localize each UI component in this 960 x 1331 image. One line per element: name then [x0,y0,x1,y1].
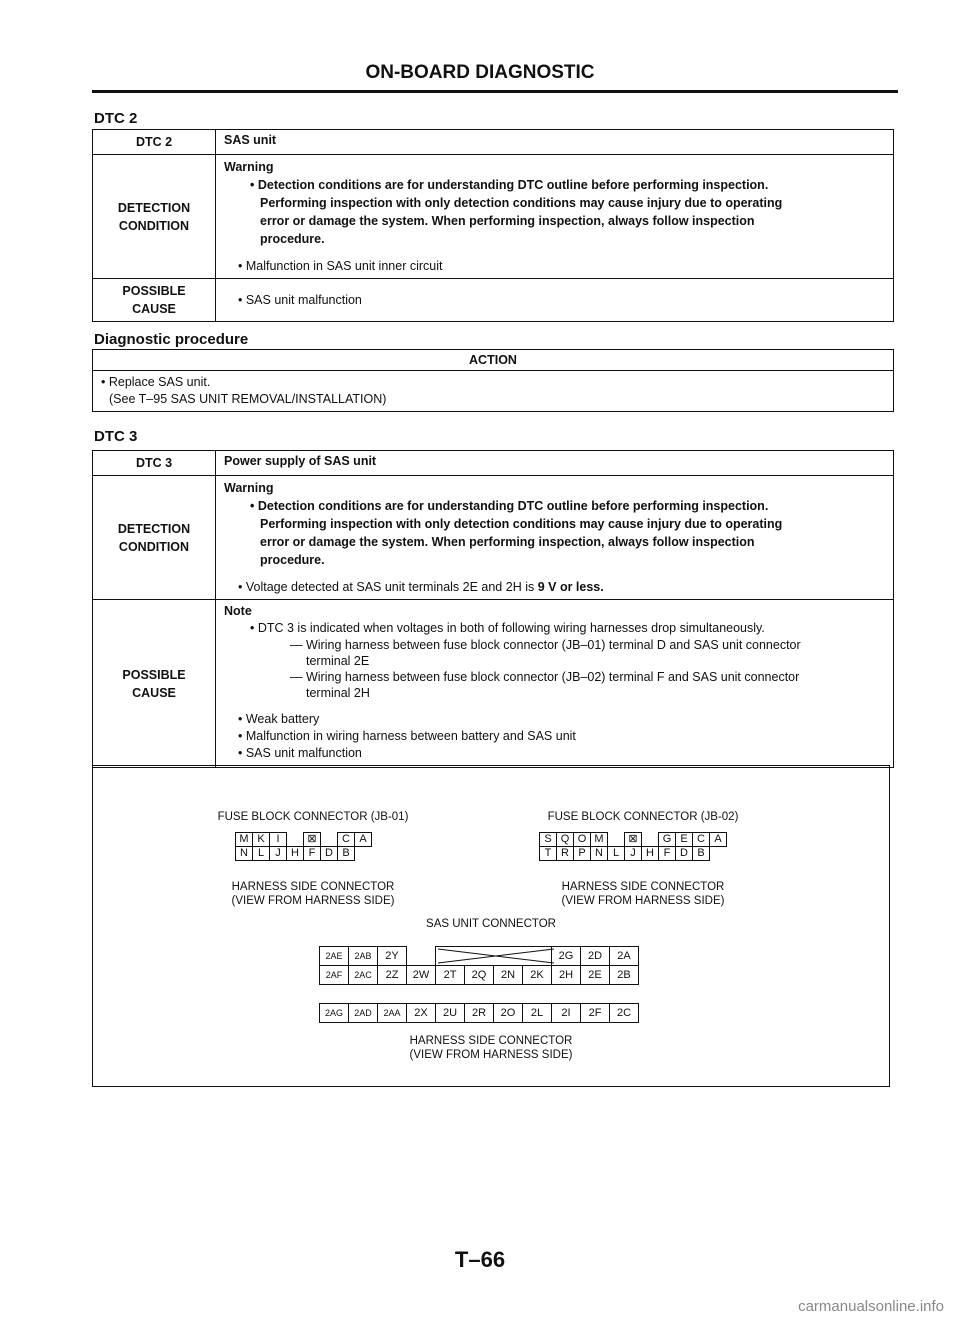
terminal: B [693,847,710,861]
dtc3-possible-cause [216,600,894,768]
note-sub: — Wiring harness between fuse block connector (JB–01) terminal D and SAS unit connector [290,638,801,652]
terminal: 2I [552,1004,581,1023]
terminal: 2AA [378,1004,407,1023]
terminal: R [557,847,574,861]
terminal: K [253,833,270,847]
terminal: 2A [610,947,639,966]
action-line: (See T–95 SAS UNIT REMOVAL/INSTALLATION) [109,392,387,406]
dtc3-detection-label [93,476,216,600]
terminal: 2AB [349,947,378,966]
terminal-gap [642,833,659,847]
sas-row-2 [320,966,639,985]
terminal: Q [557,833,574,847]
terminal: N [236,847,253,861]
terminal: A [355,833,372,847]
terminal: T [540,847,557,861]
warning-line: • Detection conditions are for understanding DTC outline before performing inspection. [250,499,769,513]
dtc2-code-name: SAS unit [216,130,894,155]
terminal: 2W [407,966,436,985]
cause-item: • Malfunction in wiring harness between battery and SAS unit [238,729,576,743]
cross-mark-icon [436,947,556,965]
possible-label-line: CAUSE [132,302,176,316]
dtc2-code-label: DTC 2 [93,130,216,155]
terminal: 2Z [378,966,407,985]
detection-label-line: DETECTION [117,200,191,215]
terminal: D [676,847,693,861]
jb02-title: FUSE BLOCK CONNECTOR (JB-02) [547,811,739,823]
detection-label-line: CONDITION [118,218,190,233]
detection-label-line: CONDITION [118,539,190,554]
dtc3-code-label: DTC 3 [93,451,216,476]
dtc2-possible-label [93,279,216,322]
terminal: F [304,847,321,861]
terminal: 2AC [349,966,378,985]
connector-figure [92,765,890,1087]
jb01-title: FUSE BLOCK CONNECTOR (JB-01) [217,811,409,823]
caption-line: HARNESS SIDE CONNECTOR [409,1035,573,1047]
dtc3-table [92,450,894,768]
warning-line: Performing inspection with only detection conditions may cause injury due to operating [260,196,783,210]
terminal: A [710,833,727,847]
terminal: 2AG [320,1004,349,1023]
terminal: J [625,847,642,861]
terminal: 2Y [378,947,407,966]
blank-cavity-icon: ⊠ [625,833,642,847]
note-sub: — Wiring harness between fuse block connector (JB–02) terminal F and SAS unit connector [290,670,800,684]
terminal: 2E [581,966,610,985]
caption-line: HARNESS SIDE CONNECTOR [231,881,395,893]
terminal: L [608,847,625,861]
action-line: • Replace SAS unit. [101,375,211,389]
action-header: ACTION [93,350,894,371]
terminal-gap [608,833,625,847]
note-sub: terminal 2H [306,686,370,700]
terminal: 2O [494,1004,523,1023]
sas-row-3 [320,1004,639,1023]
sas-harness-caption [351,1034,631,1062]
sas-row-1 [320,947,639,966]
terminal: 2T [436,966,465,985]
header-divider [92,90,898,93]
warning-line: procedure. [260,553,325,567]
cause-item: • Weak battery [238,712,320,726]
caption-line: (VIEW FROM HARNESS SIDE) [231,895,395,907]
dtc2-possible-cause: • SAS unit malfunction [216,279,894,322]
terminal: E [676,833,693,847]
terminal: 2N [494,966,523,985]
dtc2-detection-condition [216,155,894,279]
terminal: 2AF [320,966,349,985]
terminal: B [338,847,355,861]
jb01-harness-caption [193,880,433,908]
warning-line: Performing inspection with only detection conditions may cause injury due to operating [260,517,783,531]
terminal: 2G [552,947,581,966]
terminal: 2R [465,1004,494,1023]
terminal: 2X [407,1004,436,1023]
terminal: I [270,833,287,847]
page-number: T–66 [454,1247,506,1272]
terminal: L [253,847,270,861]
terminal: 2C [610,1004,639,1023]
action-cell [93,371,894,412]
condition-text [224,579,885,596]
warning-line: procedure. [260,232,325,246]
terminal: P [574,847,591,861]
terminal: H [287,847,304,861]
sas-connector-title: SAS UNIT CONNECTOR [426,918,556,930]
dtc3-detection-condition [216,476,894,600]
jb01-row-2 [236,847,372,861]
terminal: J [270,847,287,861]
cause-item: • SAS unit malfunction [238,746,362,760]
warning-line: error or damage the system. When performing inspection, always follow inspection [260,535,755,549]
possible-label-line: CAUSE [132,685,176,700]
watermark: carmanualsonline.info [798,1298,944,1315]
jb02-connector [539,832,727,861]
jb01-connector [235,832,372,861]
condition-threshold: 9 V or less. [537,580,604,594]
dtc2-section-title: DTC 2 [94,110,138,127]
diag-section-title: Diagnostic procedure [94,331,249,348]
jb02-row-1 [540,833,727,847]
terminal: 2U [436,1004,465,1023]
dtc3-possible-label [93,600,216,768]
caption-line: (VIEW FROM HARNESS SIDE) [409,1049,573,1061]
caption-line: (VIEW FROM HARNESS SIDE) [561,895,725,907]
terminal-gap [287,833,304,847]
terminal: M [591,833,608,847]
terminal: 2Q [465,966,494,985]
terminal: C [338,833,355,847]
condition-text: • Malfunction in SAS unit inner circuit [238,259,443,273]
note-sub: terminal 2E [306,654,370,668]
condition-prefix: • Voltage detected at SAS unit terminals 2E and 2H is [238,580,538,594]
warning-line: • Detection conditions are for understanding DTC outline before performing inspection. [250,178,769,192]
dtc3-code-name: Power supply of SAS unit [216,451,894,476]
terminal: F [659,847,676,861]
jb01-row-1 [236,833,372,847]
blank-cavity-icon [436,947,552,966]
terminal: G [659,833,676,847]
dtc3-section-title: DTC 3 [94,428,138,445]
terminal: 2B [610,966,639,985]
warning-line: error or damage the system. When performing inspection, always follow inspection [260,214,755,228]
terminal: M [236,833,253,847]
terminal: 2H [552,966,581,985]
terminal: H [642,847,659,861]
note-heading: Note [224,604,252,618]
terminal: C [693,833,710,847]
terminal-gap [321,833,338,847]
diag-table [92,349,894,412]
terminal: 2D [581,947,610,966]
terminal: S [540,833,557,847]
terminal: 2F [581,1004,610,1023]
jb02-harness-caption [523,880,763,908]
terminal: 2AE [320,947,349,966]
page-title: ON-BOARD DIAGNOSTIC [365,62,595,83]
blank-cavity-icon: ⊠ [304,833,321,847]
possible-label-line: POSSIBLE [122,667,186,682]
jb02-row-2 [540,847,727,861]
possible-label-line: POSSIBLE [122,284,186,298]
dtc2-detection-label [93,155,216,279]
warning-heading: Warning [224,481,274,495]
dtc2-table [92,129,894,322]
caption-line: HARNESS SIDE CONNECTOR [561,881,725,893]
warning-heading: Warning [224,160,274,174]
terminal: 2L [523,1004,552,1023]
terminal: 2K [523,966,552,985]
terminal: O [574,833,591,847]
sas-connector [319,946,639,1023]
terminal: N [591,847,608,861]
terminal: D [321,847,338,861]
terminal: 2AD [349,1004,378,1023]
terminal-gap [407,947,436,966]
note-line: • DTC 3 is indicated when voltages in both of following wiring harnesses drop simultaneously. [250,621,765,635]
detection-label-line: DETECTION [117,521,191,536]
